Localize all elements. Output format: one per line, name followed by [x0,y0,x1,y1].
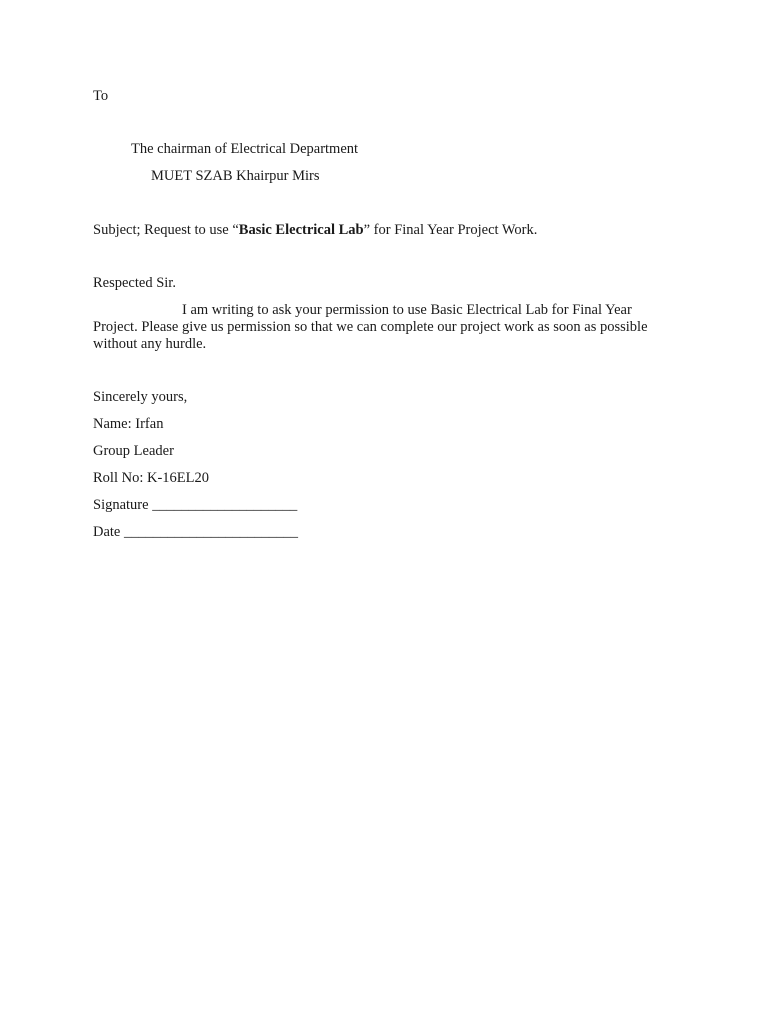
sender-roll-no: Roll No: K-16EL20 [93,470,209,486]
letter-body [93,302,678,353]
sender-name: Name: Irfan [93,416,164,432]
subject-prefix: Subject; Request to use “ [93,222,239,238]
signature-line: Signature ____________________ [93,497,298,513]
date-line: Date ________________________ [93,524,298,540]
letter-subject [93,222,537,239]
subject-emphasis: Basic Electrical Lab [238,222,364,238]
subject-suffix: ” for Final Year Project Work. [363,222,538,238]
recipient-title: The chairman of Electrical Department [131,141,359,157]
letter-body-text: I am writing to ask your permission to use Basic Electrical Lab for Final Year Project. Please give us permission so that we can complete our project work as soon as possible without any hurdle. [93,302,648,352]
letter-salutation: Respected Sir. [93,275,176,291]
letter-to: To [93,88,109,104]
sender-role: Group Leader [93,443,174,459]
recipient-institution: MUET SZAB Khairpur Mirs [151,168,320,184]
letter-closing: Sincerely yours, [93,389,188,405]
